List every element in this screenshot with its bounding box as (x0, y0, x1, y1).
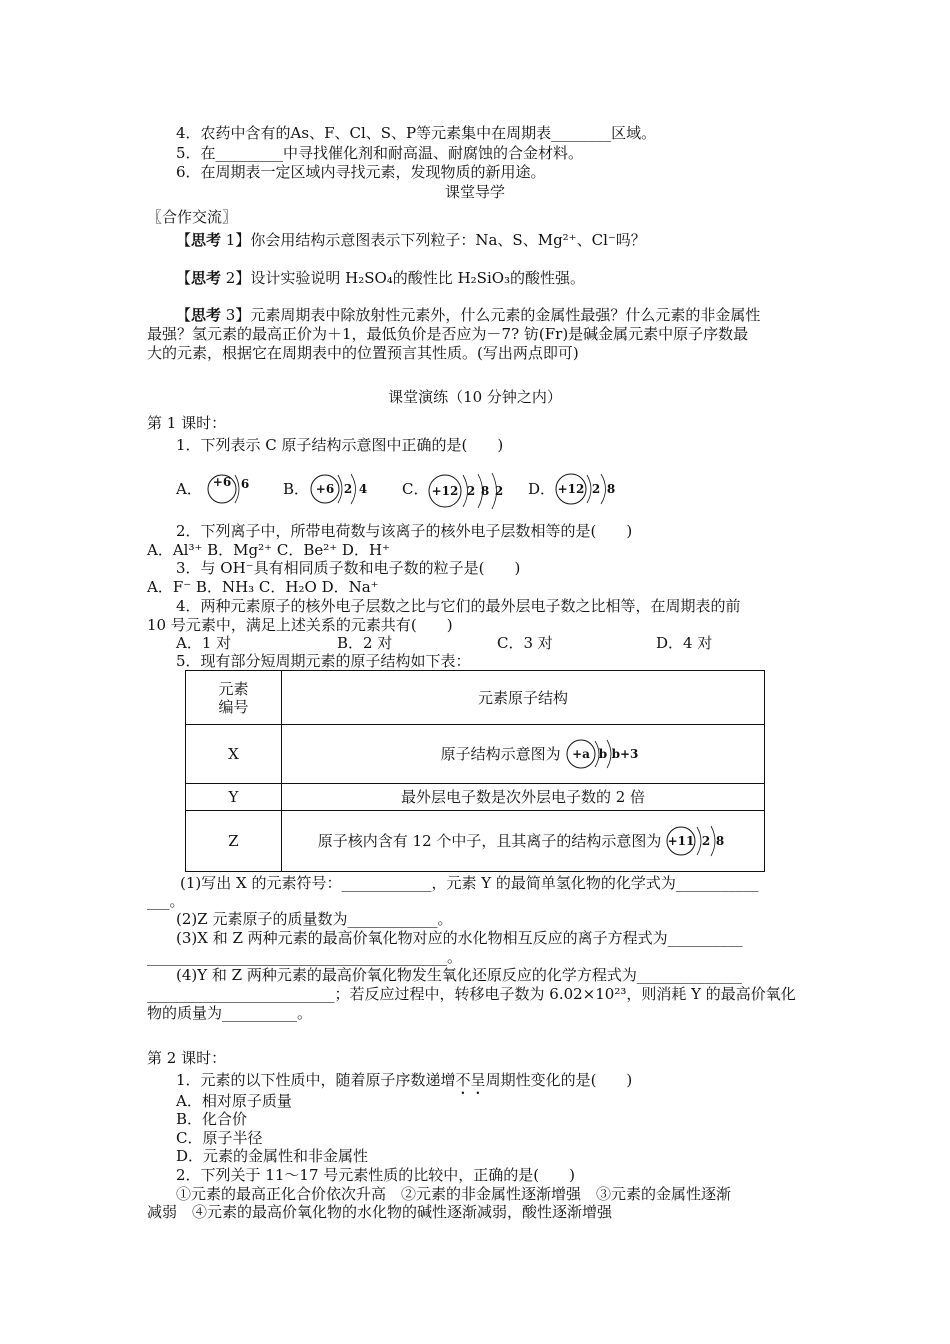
think-3: 【思考 3】元素周期表中除放射性元素外，什么元素的金属性最强？什么元素的非金属性 (176, 306, 761, 324)
option-a-label: A． (176, 480, 202, 498)
sub-question-1-line-2: ___。 (147, 892, 185, 910)
sub-question-4-line-2: _________________________；若反应过程中，转移电子数为 6.02×10²³，则消耗 Y 的最高价氧化 (147, 985, 796, 1003)
question-4-option-a: A．1 对 (176, 634, 232, 652)
emphasized-text: 不呈 (455, 1071, 486, 1089)
intro-line-5: 5．在_________中寻找催化剂和耐高温、耐腐蚀的合金材料。 (176, 144, 584, 162)
lesson-2-heading: 第 2 课时： (147, 1049, 227, 1067)
section-title-practice: 课堂演练（10 分钟之内） (388, 388, 562, 406)
shell-count: 2 (494, 484, 504, 498)
shell-count: b (599, 747, 608, 761)
intro-line-6: 6．在周期表一定区域内寻找元素，发现物质的新用途。 (176, 163, 546, 181)
think-tag: 思考 (191, 306, 222, 324)
table-row (186, 811, 765, 872)
row-desc: 原子核内含有 12 个中子，且其离子的结构示意图为 (317, 832, 662, 850)
question-4-line-2: 10 号元素中，满足上述关系的元素共有( ) (147, 616, 453, 634)
lesson-2-q1-option-b: B．化合价 (176, 1110, 248, 1128)
sub-question-3-line-2: ________________________________________。 (147, 948, 463, 966)
nucleus-charge: +6 (315, 482, 335, 496)
question-text: 1．元素的以下性质中，随着原子序数递增 (176, 1071, 456, 1089)
table-header-row (186, 671, 765, 725)
sub-question-3: (3)X 和 Z 两种元素的最高价氧化物对应的水化物相互反应的离子方程式为__________ (176, 929, 743, 947)
shell-count: 6 (240, 477, 250, 491)
lesson-2-question-2-line-3: 减弱 ④元素的最高价氧化物的水化物的碱性逐渐减弱，酸性逐渐增强 (147, 1203, 613, 1221)
shell-count: 8 (716, 834, 725, 848)
option-b-diagram (308, 470, 378, 508)
cooperate-heading: 〖合作交流〗 (147, 208, 238, 226)
shell-arc (697, 827, 701, 855)
lesson-2-q1-option-c: C．原子半径 (176, 1129, 263, 1147)
element-structure-table (185, 670, 765, 872)
question-2-options: A．Al³⁺ B．Mg²⁺ C．Be²⁺ D．H⁺ (147, 541, 390, 559)
shell-count: 2 (343, 482, 353, 496)
option-d-label: D． (528, 480, 556, 498)
header-cell-element-id (186, 671, 282, 725)
question-1: 1．下列表示 C 原子结构示意图中正确的是( ) (176, 436, 504, 454)
shell-arc (587, 475, 591, 503)
header-label: 编号 (218, 697, 249, 716)
lesson-1-heading: 第 1 课时： (147, 414, 227, 432)
think-1-text: 你会用结构示意图表示下列粒子：Na、S、Mg²⁺、Cl⁻吗？ (250, 231, 646, 249)
think-2-text: 设计实验说明 H₂SO₄的酸性比 H₂SiO₃的酸性强。 (250, 269, 586, 287)
nucleus-charge: +6 (212, 475, 232, 489)
lesson-2-question-2: 2．下列关于 11～17 号元素性质的比较中，正确的是( ) (176, 1166, 575, 1184)
table-row (186, 784, 765, 811)
question-4-option-c: C．3 对 (497, 634, 553, 652)
question-3: 3．与 OH⁻具有相同质子数和电子数的粒子是( ) (176, 559, 521, 577)
table-row (186, 725, 765, 784)
nucleus-charge: +12 (431, 484, 459, 498)
option-a-diagram (205, 470, 265, 508)
sub-question-2: (2)Z 元素原子的质量数为____________。 (176, 910, 453, 928)
think-2: 【思考 2】设计实验说明 H₂SO₄的酸性比 H₂SiO₃的酸性强。 (176, 269, 586, 287)
header-cell-structure: 元素原子结构 (282, 671, 765, 725)
question-4: 4．两种元素原子的核外电子层数之比与它们的最外层电子数之比相等，在周期表的前 (176, 597, 741, 615)
sub-question-1: (1)写出 X 的元素符号：____________，元素 Y 的最简单氢化物的化学式为___________ (180, 874, 759, 892)
option-c-label: C． (402, 480, 429, 498)
shell-arc (601, 474, 606, 504)
think-tag: 思考 (191, 269, 222, 287)
sub-question-4: (4)Y 和 Z 两种元素的最高价氧化物发生氧化还原反应的化学方程式为______________ (176, 966, 742, 984)
nucleus-charge: +12 (557, 482, 585, 496)
x-structure-diagram (565, 736, 645, 772)
think-3-text: 元素周期表中除放射性元素外，什么元素的金属性最强？什么元素的非金属性 (250, 306, 761, 324)
think-tag: 思考 (191, 231, 222, 249)
shell-count: 2 (466, 484, 476, 498)
lesson-2-q1-option-a: A．相对原子质量 (176, 1092, 292, 1110)
shell-arc (711, 826, 715, 856)
header-label: 元素 (218, 679, 249, 698)
row-desc: 最外层电子数是次外层电子数的 2 倍 (282, 784, 765, 811)
question-5: 5．现有部分短周期元素的原子结构如下表： (176, 652, 471, 670)
shell-count: 8 (480, 484, 490, 498)
intro-line-4: 4．农药中含有的As、F、Cl、S、P等元素集中在周期表________区域。 (176, 124, 657, 142)
shell-count: 2 (702, 834, 711, 848)
nucleus-charge: +11 (667, 834, 695, 848)
question-2: 2．下列离子中，所带电荷数与该离子的核外电子层数相等的是( ) (176, 522, 633, 540)
row-desc-cell (282, 725, 765, 784)
row-id: X (186, 725, 282, 784)
option-c-diagram (428, 470, 513, 512)
row-id: Z (186, 811, 282, 872)
lesson-2-q1-option-d: D．元素的金属性和非金属性 (176, 1147, 369, 1165)
section-title-guide: 课堂导学 (444, 183, 505, 201)
think-3-line-2: 最强？氢元素的最高正价为＋1，最低负价是否应为－7? 钫(Fr)是碱金属元素中原子序数最 (147, 325, 749, 343)
lesson-2-question-2-line-2: ①元素的最高正化合价依次升高 ②元素的非金属性逐渐增强 ③元素的金属性逐渐 (176, 1185, 732, 1203)
question-3-options: A．F⁻ B．NH₃ C．H₂O D．Na⁺ (147, 578, 379, 596)
shell-arc (607, 740, 611, 768)
shell-count: 8 (606, 482, 616, 496)
sub-question-4-line-3: 物的质量为__________。 (147, 1004, 313, 1022)
shell-count: b+3 (611, 747, 639, 761)
question-text: 周期性变化的是( ) (485, 1071, 633, 1089)
row-desc: 原子结构示意图为 (440, 745, 561, 763)
option-b-label: B． (283, 480, 310, 498)
think-3-line-3: 大的元素，根据它在周期表中的位置预言其性质。(写出两点即可) (147, 344, 579, 362)
nucleus-charge: +a (572, 747, 591, 761)
shell-count: 4 (358, 482, 368, 496)
think-1: 【思考 1】你会用结构示意图表示下列粒子：Na、S、Mg²⁺、Cl⁻吗？ (176, 231, 646, 249)
z-ion-structure-diagram (666, 822, 728, 860)
row-desc-cell (282, 811, 765, 872)
question-4-option-b: B．2 对 (337, 634, 393, 652)
shell-count: 2 (591, 482, 601, 496)
row-id: Y (186, 784, 282, 811)
question-4-option-d: D．4 对 (656, 634, 713, 652)
option-d-diagram (554, 470, 629, 508)
